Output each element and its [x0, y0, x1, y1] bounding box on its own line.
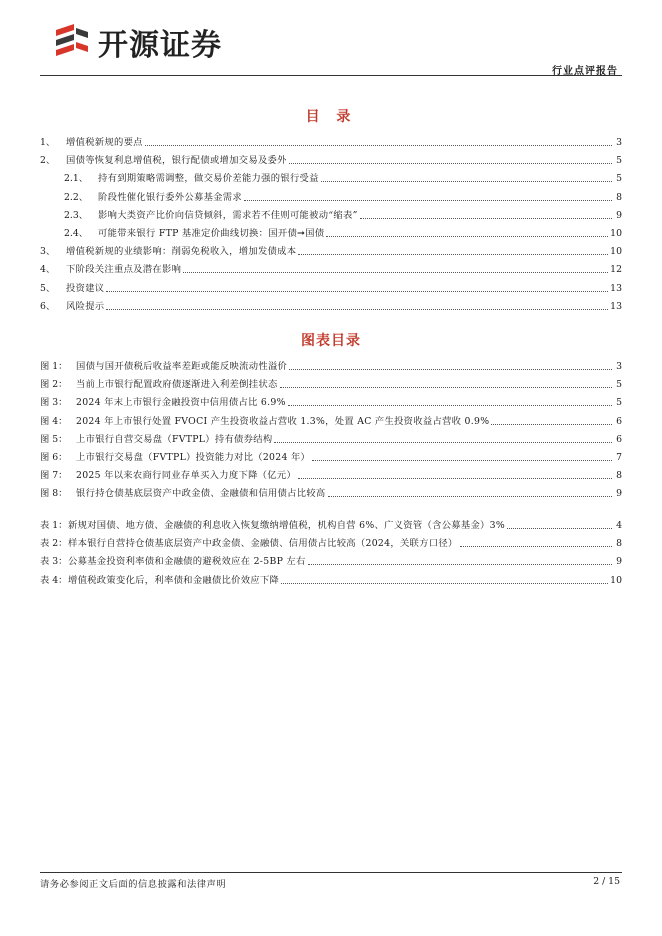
toc-item[interactable] [40, 280, 622, 296]
toc-item-number: 2、 [40, 155, 56, 167]
figure-item-page: 3 [616, 361, 622, 372]
figure-item-leader-dots [491, 424, 612, 425]
toc-item-page: 5 [616, 155, 622, 167]
toc-item-number: 1、 [40, 137, 56, 148]
figure-item-page: 9 [616, 488, 622, 500]
footer-disclaimer: 请务必参阅正文后面的信息披露和法律声明 [40, 879, 227, 890]
logo-mark-icon [52, 22, 92, 62]
table-item-text: 增值税政策变化后，利率债和金融债比价效应下降 [68, 574, 280, 586]
figure-item-leader-dots [298, 478, 612, 479]
figure-item-page: 6 [616, 433, 622, 445]
table-item-number: 表 3： [40, 556, 68, 568]
table-item-text: 公募基金投资利率债和金融债的避税效应在 2-5BP 左右 [68, 556, 306, 568]
toc-item-text: 风险提示 [66, 300, 105, 312]
figure-item-leader-dots [274, 442, 612, 443]
toc-item-leader-dots [145, 145, 612, 146]
figure-item-number: 图 8： [40, 488, 68, 500]
figure-item-text: 上市银行交易盘（FVTPL）投资能力对比（2024 年） [76, 452, 311, 463]
footer-divider [40, 872, 622, 873]
toc-item-leader-dots [321, 181, 612, 182]
table-item-text: 新规对国债、地方债、金融债的利息收入恢复缴纳增值税，机构自营 6%、广义资管（含公募基金）3% [68, 520, 506, 531]
toc-item-text: 阶段性催化银行委外公募基金需求 [98, 191, 242, 203]
toc-item-leader-dots [326, 236, 608, 237]
toc-item[interactable] [40, 261, 622, 277]
figure-item[interactable] [40, 376, 622, 392]
toc-item[interactable] [40, 152, 622, 168]
figure-item-text: 2024 年末上市银行金融投资中信用债占比 6.9% [76, 397, 286, 409]
page-header [0, 0, 662, 80]
figure-item-page: 6 [616, 415, 622, 427]
toc-item-page: 5 [616, 173, 622, 185]
toc-item-page: 10 [610, 228, 622, 239]
figure-item-text: 银行持仓债基底层资产中政金债、金融债和信用债占比较高 [76, 488, 326, 500]
table-item[interactable] [40, 517, 622, 533]
figure-item[interactable] [40, 413, 622, 429]
toc-item-page: 13 [610, 282, 622, 294]
toc-item-page: 10 [610, 246, 622, 258]
table-item-page: 10 [610, 574, 622, 586]
figures-title: 图表目录 [301, 333, 361, 349]
table-item-leader-dots [281, 583, 608, 584]
toc-item-text: 影响大类资产比价向信贷倾斜，需求若不佳则可能被动“缩表” [98, 209, 358, 221]
table-item[interactable] [40, 535, 622, 551]
toc-item-page: 8 [616, 191, 622, 203]
figure-item[interactable] [40, 394, 622, 410]
toc-item-number: 3、 [40, 246, 56, 258]
figure-item-text: 上市银行自营交易盘（FVTPL）持有债券结构 [76, 433, 273, 445]
toc-item-leader-dots [183, 272, 608, 273]
toc-item-leader-dots [360, 218, 612, 219]
logo-text: 开源证券 [98, 28, 222, 63]
figure-item-text: 国债与国开债税后收益率差距或能反映流动性溢价 [76, 361, 288, 372]
toc-title: 目 录 [305, 109, 357, 125]
toc-item[interactable] [64, 189, 622, 205]
toc-item-leader-dots [106, 309, 608, 310]
toc-item[interactable] [40, 298, 622, 314]
toc-item[interactable] [40, 134, 622, 150]
figure-item[interactable] [40, 358, 622, 374]
toc-item-text: 国债等恢复利息增值税，银行配债或增加交易及委外 [66, 155, 287, 167]
toc-item-page: 3 [616, 137, 622, 148]
toc-item-text: 投资建议 [66, 282, 105, 294]
toc-item-text: 持有到期策略需调整，做交易价差能力强的银行受益 [98, 173, 319, 185]
toc-item-leader-dots [289, 163, 612, 164]
table-item-leader-dots [507, 528, 612, 529]
table-item-leader-dots [460, 546, 612, 547]
figure-item-leader-dots [312, 460, 612, 461]
figure-item-number: 图 6： [40, 452, 68, 463]
figure-item-number: 图 2： [40, 379, 68, 391]
toc-item-leader-dots [244, 200, 612, 201]
figure-item-number: 图 4： [40, 415, 68, 427]
table-item-page: 8 [616, 538, 622, 550]
toc-item-number: 4、 [40, 264, 56, 276]
toc-item-leader-dots [106, 291, 608, 292]
toc-item-text: 增值税新规的要点 [66, 137, 143, 148]
figure-item-leader-dots [288, 405, 612, 406]
toc-item-page: 9 [616, 209, 622, 221]
table-item-text: 样本银行自营持仓债基底层资产中政金债、金融债、信用债占比较高（2024，关联方口径） [68, 538, 458, 550]
toc-item-number: 2.3、 [64, 209, 89, 221]
figure-item-number: 图 5： [40, 433, 68, 445]
table-item[interactable] [40, 572, 622, 588]
toc-item-page: 12 [610, 264, 622, 276]
figure-item-page: 5 [616, 397, 622, 409]
figure-item-page: 7 [616, 452, 622, 463]
figure-item[interactable] [40, 449, 622, 465]
figure-item[interactable] [40, 467, 622, 483]
figure-item-leader-dots [289, 369, 612, 370]
report-type-label: 行业点评报告 [552, 66, 618, 77]
toc-item-number: 2.4、 [64, 228, 89, 239]
table-item-page: 9 [616, 556, 622, 568]
toc-item-number: 2.2、 [64, 191, 89, 203]
table-item-page: 4 [616, 520, 622, 531]
toc-item-number: 5、 [40, 282, 56, 294]
toc-item-leader-dots [298, 254, 608, 255]
figure-item[interactable] [40, 431, 622, 447]
toc-item-number: 6、 [40, 300, 56, 312]
header-divider [40, 75, 622, 76]
toc-item-number: 2.1、 [64, 173, 89, 185]
figure-item-text: 2024 年上市银行处置 FVOCI 产生投资收益占营收 1.3%，处置 AC 产生投资收益占营收 0.9% [76, 415, 490, 427]
toc-item[interactable] [64, 170, 622, 186]
table-item-number: 表 1： [40, 520, 68, 531]
table-item-leader-dots [308, 564, 612, 565]
table-item[interactable] [40, 553, 622, 569]
toc-item-page: 13 [610, 300, 622, 312]
toc-item[interactable] [40, 243, 622, 259]
table-item-number: 表 4： [40, 574, 68, 586]
figure-item-number: 图 1： [40, 361, 68, 372]
figure-item[interactable] [40, 485, 622, 501]
page-indicator: 2 / 15 [593, 876, 620, 887]
figure-item-leader-dots [280, 387, 612, 388]
figure-item-number: 图 7： [40, 470, 68, 482]
toc-item-text: 增值税新规的业绩影响：削弱免税收入，增加发债成本 [66, 246, 297, 258]
company-logo [52, 20, 222, 64]
figure-item-page: 5 [616, 379, 622, 391]
toc-item[interactable] [64, 207, 622, 223]
table-item-number: 表 2： [40, 538, 68, 550]
figure-item-number: 图 3： [40, 397, 68, 409]
figure-item-text: 2025 年以来农商行同业存单买入力度下降（亿元） [76, 470, 297, 482]
figure-item-leader-dots [328, 496, 612, 497]
toc-item-text: 下阶段关注重点及潜在影响 [66, 264, 182, 276]
figure-item-text: 当前上市银行配置政府债逐渐进入利差倒挂状态 [76, 379, 278, 391]
toc-item[interactable] [64, 225, 622, 241]
toc-item-text: 可能带来银行 FTP 基准定价曲线切换：国开债➞国债 [98, 228, 325, 239]
figure-item-page: 8 [616, 470, 622, 482]
